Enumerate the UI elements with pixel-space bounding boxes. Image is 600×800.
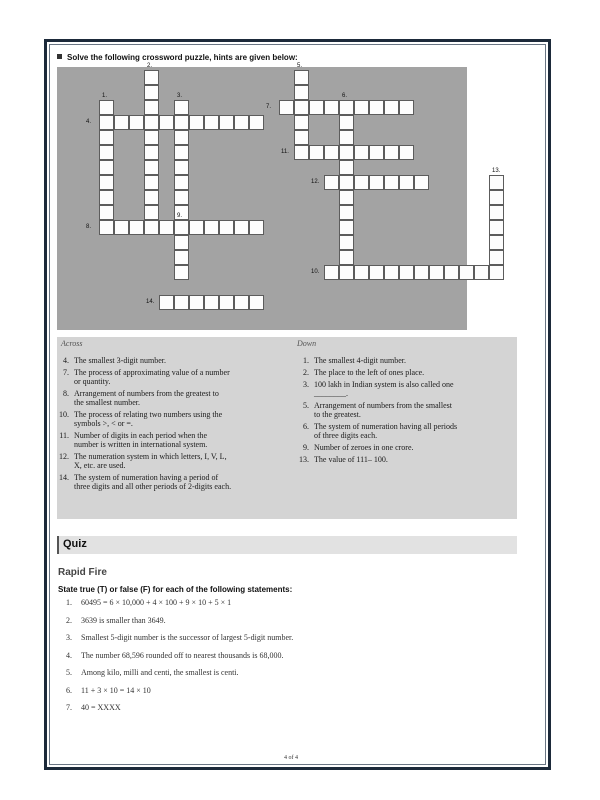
- statement-number: 6.: [66, 685, 72, 695]
- crossword-cell: [159, 220, 174, 235]
- statement-text: Smallest 5-digit number is the successor of largest 5-digit number.: [81, 633, 294, 642]
- crossword-cell: [489, 220, 504, 235]
- clue-text: The numeration system in which letters, I, V, L,: [74, 452, 227, 461]
- across-clue: [57, 410, 293, 428]
- clue-text: The process of relating two numbers using the: [74, 410, 223, 419]
- page-indicator: 4 of 4: [284, 755, 298, 761]
- crossword-cell: [339, 220, 354, 235]
- down-clue: [297, 443, 517, 452]
- clue-number: 3.: [303, 380, 309, 389]
- crossword-cell: [339, 235, 354, 250]
- statement-item: [66, 633, 293, 642]
- crossword-cell: [324, 100, 339, 115]
- clue-text: The system of numeration having all periods: [314, 422, 458, 431]
- crossword-cell: [309, 145, 324, 160]
- crossword-cell: [429, 265, 444, 280]
- crossword-cell: [489, 190, 504, 205]
- crossword-cell: [324, 265, 339, 280]
- statement-text: 60495 = 6 × 10,000 + 4 × 100 + 9 × 10 + 5 × 1: [81, 598, 232, 607]
- down-clue: [297, 455, 517, 464]
- crossword-cell: [234, 220, 249, 235]
- puzzle-instruction-text: Solve the following crossword puzzle, hints are given below:: [67, 53, 298, 62]
- crossword-cell: [249, 115, 264, 130]
- clue-number: 9.: [303, 443, 309, 452]
- rapid-fire-heading: Rapid Fire: [58, 567, 107, 578]
- crossword-cell: [354, 265, 369, 280]
- crossword-cell: [294, 115, 309, 130]
- crossword-cell: [204, 115, 219, 130]
- clues-panel: [57, 337, 517, 519]
- crossword-cell: [489, 175, 504, 190]
- statement-number: 5.: [66, 668, 72, 677]
- crossword-cell: [324, 145, 339, 160]
- grid-number: 1.: [102, 93, 108, 99]
- crossword-cell: [384, 265, 399, 280]
- crossword-cell: [144, 100, 159, 115]
- statement-item: [66, 703, 121, 712]
- crossword-cell: [444, 265, 459, 280]
- crossword-cell: [369, 265, 384, 280]
- crossword-cell: [174, 295, 189, 310]
- crossword-cell: [144, 190, 159, 205]
- crossword-cell: [99, 145, 114, 160]
- crossword-cell: [414, 175, 429, 190]
- crossword-cell: [99, 130, 114, 145]
- crossword-cell: [129, 115, 144, 130]
- statement-number: 3.: [66, 633, 72, 642]
- crossword-cell: [339, 100, 354, 115]
- clue-text: Number of digits in each period when the: [74, 431, 208, 440]
- crossword-cell: [189, 115, 204, 130]
- down-clue: [297, 380, 517, 398]
- clue-number: 8.: [63, 389, 69, 398]
- crossword-cell: [294, 70, 309, 85]
- statement-item: [66, 616, 166, 625]
- crossword-cell: [489, 250, 504, 265]
- down-clue: [297, 401, 517, 419]
- grid-number: 7.: [266, 104, 272, 110]
- statement-item: [66, 668, 239, 677]
- statement-text: The number 68,596 rounded off to nearest thousands is 68,000.: [81, 650, 284, 660]
- crossword-cell: [174, 145, 189, 160]
- crossword-cell: [144, 145, 159, 160]
- crossword-cell: [414, 265, 429, 280]
- crossword-cell: [174, 220, 189, 235]
- clue-text: X, etc. are used.: [74, 461, 126, 470]
- crossword-cell: [354, 145, 369, 160]
- crossword-cell: [324, 175, 339, 190]
- grid-number: 12.: [311, 179, 320, 185]
- across-clue: [57, 452, 293, 470]
- crossword-cell: [114, 220, 129, 235]
- quiz-header: [57, 536, 517, 554]
- crossword-cell: [144, 220, 159, 235]
- clue-text: The smallest 4-digit number.: [314, 356, 406, 365]
- crossword-cell: [99, 175, 114, 190]
- clue-number: 11.: [59, 431, 69, 440]
- statement-item: [66, 651, 283, 660]
- crossword-cell: [399, 265, 414, 280]
- statement-text: 40 = XXXX: [81, 703, 121, 712]
- grid-number: 10.: [311, 269, 320, 275]
- across-clue: [57, 431, 293, 449]
- clue-number: 7.: [63, 368, 69, 377]
- crossword-cell: [189, 295, 204, 310]
- crossword-cell: [339, 130, 354, 145]
- crossword-cell: [354, 175, 369, 190]
- grid-number: 3.: [177, 93, 183, 99]
- clue-text: Arrangement of numbers from the greatest to: [74, 389, 219, 398]
- clue-text: The smallest 3-digit number.: [74, 356, 166, 365]
- crossword-cell: [129, 220, 144, 235]
- crossword-cell: [99, 190, 114, 205]
- crossword-cell: [399, 175, 414, 190]
- clue-text: of three digits each.: [314, 431, 378, 440]
- clue-text: symbols >, < or =.: [74, 419, 133, 428]
- crossword-cell: [99, 115, 114, 130]
- grid-number: 5.: [297, 63, 303, 69]
- crossword-cell: [219, 115, 234, 130]
- crossword-cell: [339, 205, 354, 220]
- crossword-cell: [219, 220, 234, 235]
- crossword-cell: [174, 130, 189, 145]
- crossword-cell: [204, 220, 219, 235]
- down-heading: Down: [297, 339, 317, 348]
- crossword-cell: [174, 190, 189, 205]
- grid-number: 11.: [281, 149, 289, 155]
- crossword-cell: [399, 100, 414, 115]
- crossword-cell: [144, 175, 159, 190]
- across-clue: [57, 473, 293, 491]
- crossword-cell: [99, 220, 114, 235]
- crossword-cell: [354, 100, 369, 115]
- across-clue: [57, 389, 293, 407]
- clue-number: 1.: [303, 356, 309, 365]
- statement-number: 2.: [66, 615, 72, 625]
- grid-number: 9.: [177, 213, 183, 219]
- grid-number: 14.: [146, 299, 155, 305]
- puzzle-instruction: [57, 53, 298, 62]
- crossword-cell: [339, 250, 354, 265]
- grid-number: 4.: [86, 119, 92, 125]
- crossword-cell: [174, 160, 189, 175]
- crossword-cell: [174, 265, 189, 280]
- crossword-cell: [174, 100, 189, 115]
- crossword-cell: [294, 85, 309, 100]
- quiz-instruction: State true (T) or false (F) for each of the following statements:: [58, 585, 293, 594]
- crossword-cell: [309, 100, 324, 115]
- crossword-cell: [459, 265, 474, 280]
- crossword-cell: [369, 175, 384, 190]
- crossword-cell: [339, 160, 354, 175]
- crossword-cell: [99, 205, 114, 220]
- crossword-cell: [189, 220, 204, 235]
- statement-number: 4.: [66, 650, 72, 660]
- statement-number: 1.: [66, 598, 72, 607]
- crossword-cell: [174, 175, 189, 190]
- crossword-cell: [114, 115, 129, 130]
- crossword-cell: [234, 295, 249, 310]
- crossword-cell: [339, 265, 354, 280]
- crossword-cell: [339, 190, 354, 205]
- statement-number: 7.: [66, 703, 72, 712]
- clue-number: 5.: [303, 401, 309, 410]
- clue-text: number is written in international system.: [74, 440, 208, 449]
- clue-number: 14.: [59, 473, 69, 482]
- quiz-title: Quiz: [63, 538, 87, 550]
- crossword-cell: [384, 145, 399, 160]
- crossword-cell: [99, 100, 114, 115]
- statement-text: 3639 is smaller than 3649.: [81, 615, 166, 625]
- crossword-cell: [294, 130, 309, 145]
- crossword-cell: [474, 265, 489, 280]
- grid-number: 13.: [492, 168, 501, 174]
- clue-number: 12.: [59, 452, 69, 461]
- clue-text: The system of numeration having a period of: [74, 473, 219, 482]
- clue-number: 10.: [59, 410, 69, 419]
- across-heading: Across: [61, 339, 83, 348]
- crossword-cell: [204, 295, 219, 310]
- crossword-cell: [174, 235, 189, 250]
- crossword-cell: [294, 100, 309, 115]
- crossword-cell: [279, 100, 294, 115]
- crossword-cell: [339, 145, 354, 160]
- bullet-square-icon: [57, 54, 62, 59]
- crossword-cell: [159, 295, 174, 310]
- crossword-cell: [489, 205, 504, 220]
- clue-text: Number of zeroes in one crore.: [314, 443, 414, 452]
- crossword-cell: [384, 175, 399, 190]
- crossword-cell: [339, 175, 354, 190]
- across-clue: [57, 368, 293, 386]
- statement-text: Among kilo, milli and centi, the smallest is centi.: [81, 668, 239, 677]
- crossword-cell: [219, 295, 234, 310]
- clue-text: the smallest number.: [74, 398, 140, 407]
- crossword-cell: [294, 145, 309, 160]
- grid-number: 2.: [147, 63, 153, 69]
- across-clue: [57, 356, 293, 365]
- crossword-cell: [489, 265, 504, 280]
- clue-text: The value of 111– 100.: [314, 455, 388, 464]
- clue-text: three digits and all other periods of 2-digits each.: [74, 482, 232, 491]
- crossword-cell: [234, 115, 249, 130]
- statement-item: [66, 686, 151, 695]
- grid-number: 6.: [342, 93, 348, 99]
- statement-item: [66, 598, 231, 607]
- crossword-cell: [144, 115, 159, 130]
- crossword-cell: [144, 130, 159, 145]
- clue-number: 4.: [63, 356, 69, 365]
- crossword-cell: [369, 100, 384, 115]
- clue-text: ________.: [314, 389, 348, 398]
- down-clue: [297, 422, 517, 440]
- clue-text: The place to the left of ones place.: [314, 368, 425, 377]
- crossword-cell: [144, 205, 159, 220]
- crossword-cell: [399, 145, 414, 160]
- crossword-cell: [339, 115, 354, 130]
- crossword-cell: [99, 160, 114, 175]
- clue-number: 13.: [299, 455, 309, 464]
- crossword-grid: [57, 63, 501, 330]
- crossword-cell: [369, 145, 384, 160]
- statement-text: 11 + 3 × 10 = 14 × 10: [81, 685, 151, 695]
- crossword-cell: [384, 100, 399, 115]
- clue-text: 100 lakh in Indian system is also called one: [314, 380, 454, 389]
- clue-text: The process of approximating value of a number: [74, 368, 230, 377]
- crossword-cell: [144, 85, 159, 100]
- clue-number: 2.: [303, 368, 309, 377]
- crossword-cell: [249, 295, 264, 310]
- crossword-cell: [489, 235, 504, 250]
- down-clue: [297, 356, 517, 365]
- crossword-cell: [159, 115, 174, 130]
- clue-text: to the greatest.: [314, 410, 361, 419]
- crossword-cell: [174, 115, 189, 130]
- clue-text: or quantity.: [74, 377, 111, 386]
- clue-text: Arrangement of numbers from the smallest: [314, 401, 452, 410]
- down-clue: [297, 368, 517, 377]
- clue-number: 6.: [303, 422, 309, 431]
- crossword-cell: [144, 70, 159, 85]
- crossword-cell: [174, 250, 189, 265]
- grid-number: 8.: [86, 224, 92, 230]
- crossword-cell: [249, 220, 264, 235]
- crossword-cell: [144, 160, 159, 175]
